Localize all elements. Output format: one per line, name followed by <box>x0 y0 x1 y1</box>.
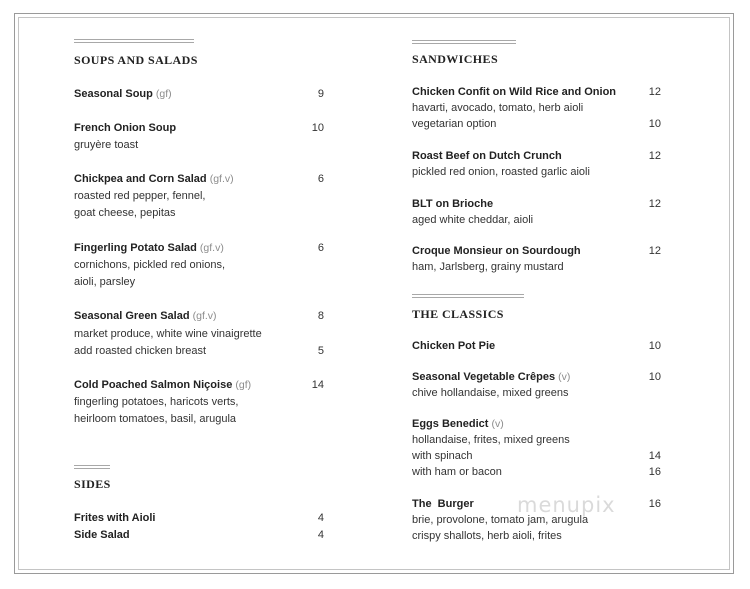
menu-item <box>412 498 474 511</box>
section-rule <box>412 40 516 44</box>
item-price: 9 <box>317 88 324 100</box>
item-price: 10 <box>648 371 661 383</box>
item-name: Croque Monsieur on Sourdough <box>412 245 581 257</box>
dietary-tag: (v) <box>558 371 571 383</box>
section-rule <box>412 294 524 298</box>
item-price: 14 <box>311 379 324 391</box>
item-description: pickled red onion, roasted garlic aioli <box>412 166 590 178</box>
section-rule <box>74 465 110 469</box>
item-price: 16 <box>648 498 661 510</box>
item-description: havarti, avocado, tomato, herb aioli <box>412 102 584 114</box>
item-name: Seasonal Green Salad <box>74 310 190 322</box>
menu-item <box>74 242 224 255</box>
menu-item <box>74 122 176 135</box>
item-name: Frites with Aioli <box>74 512 156 524</box>
section-heading-sides: SIDES <box>74 477 111 491</box>
item-name: Chicken Pot Pie <box>412 340 496 352</box>
dietary-tag: (gf) <box>235 379 252 391</box>
menu-item <box>74 310 217 323</box>
item-description: vegetarian option <box>412 118 497 130</box>
section-heading-classics: THE CLASSICS <box>412 307 504 321</box>
item-description: hollandaise, frites, mixed greens <box>412 434 570 446</box>
item-description: chive hollandaise, mixed greens <box>412 387 569 399</box>
item-price: 12 <box>648 245 661 257</box>
item-name: Chicken Confit on Wild Rice and Onion <box>412 86 617 98</box>
section-heading-sandwiches: SANDWICHES <box>412 52 499 66</box>
item-name: Side Salad <box>74 529 130 541</box>
menu-item <box>412 371 570 384</box>
item-description: with ham or bacon <box>412 466 502 478</box>
item-name: Roast Beef on Dutch Crunch <box>412 150 562 162</box>
item-name: Seasonal Soup <box>74 88 153 100</box>
item-description: gruyère toast <box>74 139 139 151</box>
item-name: Seasonal Vegetable Crêpes <box>412 371 556 383</box>
item-description: with spinach <box>412 450 473 462</box>
item-price: 12 <box>648 86 661 98</box>
item-price: 6 <box>317 242 324 254</box>
item-price: 8 <box>317 310 324 322</box>
menu-item <box>74 379 251 392</box>
item-price: 4 <box>317 529 324 541</box>
item-price: 4 <box>317 512 324 524</box>
item-description: brie, provolone, tomato jam, arugula <box>412 514 589 526</box>
item-price: 12 <box>648 150 661 162</box>
section-heading-soups: SOUPS AND SALADS <box>74 53 198 67</box>
item-name: Fingerling Potato Salad <box>74 242 197 254</box>
menu-item <box>412 340 495 353</box>
item-description: heirloom tomatoes, basil, arugula <box>74 413 237 425</box>
menu-item <box>74 173 234 186</box>
menu-item <box>74 529 130 542</box>
item-description: goat cheese, pepitas <box>74 207 176 219</box>
item-price: 10 <box>648 340 661 352</box>
item-price: 6 <box>317 173 324 185</box>
item-description: fingerling potatoes, haricots verts, <box>74 396 239 408</box>
dietary-tag: (gf) <box>155 88 172 100</box>
dietary-tag: (gf.v) <box>192 310 217 322</box>
menu-item <box>412 150 562 163</box>
item-description: aioli, parsley <box>74 276 136 288</box>
item-description: ham, Jarlsberg, grainy mustard <box>412 261 564 273</box>
item-price: 12 <box>648 198 661 210</box>
item-name: French Onion Soup <box>74 122 177 134</box>
menu-item <box>412 198 493 211</box>
section-rule <box>74 39 194 43</box>
menu-item <box>412 245 581 258</box>
item-description: cornichons, pickled red onions, <box>74 259 226 271</box>
item-description: add roasted chicken breast <box>74 345 207 357</box>
item-name: Cold Poached Salmon Niçoise <box>74 379 233 391</box>
option-price: 16 <box>648 466 661 478</box>
watermark-logo: menupix <box>517 493 616 517</box>
menu-item <box>74 88 172 101</box>
item-name: Eggs Benedict <box>412 418 489 430</box>
menu-item <box>412 86 616 99</box>
menu-item <box>74 512 156 525</box>
item-price: 10 <box>311 122 324 134</box>
dietary-tag: (gf.v) <box>209 173 234 185</box>
item-description: roasted red pepper, fennel, <box>74 190 206 202</box>
item-name: Chickpea and Corn Salad <box>74 173 207 185</box>
add-on-price: 5 <box>317 345 324 357</box>
item-description: crispy shallots, herb aioli, frites <box>412 530 562 542</box>
option-price: 14 <box>648 450 661 462</box>
item-description: aged white cheddar, aioli <box>412 214 534 226</box>
option-price: 10 <box>648 118 661 130</box>
dietary-tag: (gf.v) <box>199 242 224 254</box>
menu-item <box>412 418 504 431</box>
item-name: BLT on Brioche <box>412 198 494 210</box>
item-description: market produce, white wine vinaigrette <box>74 328 262 340</box>
item-name: The Burger <box>412 498 474 510</box>
dietary-tag: (v) <box>491 418 504 430</box>
